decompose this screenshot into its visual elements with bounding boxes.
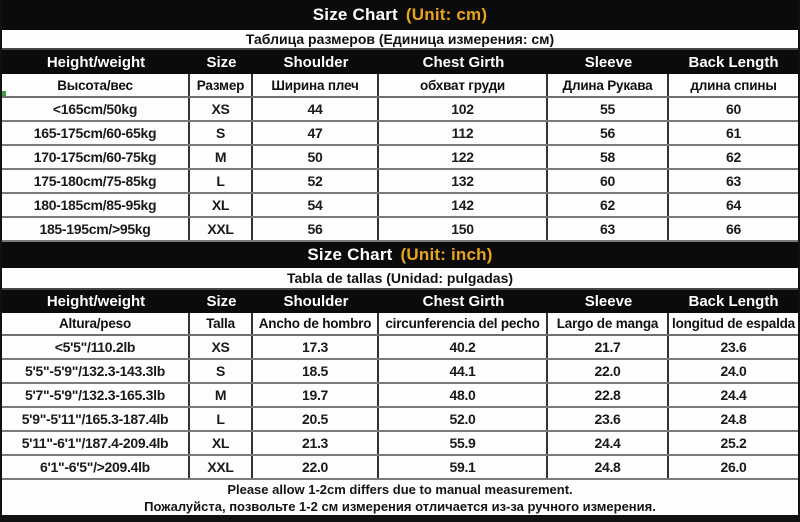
cell-size: S xyxy=(190,360,253,382)
cell-back: 60 xyxy=(726,101,741,117)
cell-height: 170-175cm/60-75kg xyxy=(2,146,190,168)
cell-height: 185-195cm/>95kg xyxy=(2,218,190,240)
inch-col-header-sleeve: Sleeve xyxy=(584,293,633,310)
inch-col-header-size: Size xyxy=(206,293,237,310)
table-row xyxy=(2,194,798,218)
cell-height: 5'9"-5'11"/165.3-187.4lb xyxy=(2,408,190,430)
table-row xyxy=(2,218,798,242)
inch-header-row-en xyxy=(2,290,798,313)
size-chart-cm-subtitle: Таблица размеров (Единица измерения: см) xyxy=(2,30,798,50)
cell-shoulder: 18.5 xyxy=(253,360,379,382)
cell-size: XXL xyxy=(190,218,253,240)
cm-col-header-back-length: Back Length xyxy=(688,53,779,71)
cm-col-header-ru-size: Размер xyxy=(190,74,253,96)
cm-col-header-sleeve: Sleeve xyxy=(584,53,633,71)
cell-height: 180-185cm/85-95kg xyxy=(2,194,190,216)
inch-col-header-es-shoulder: Ancho de hombro xyxy=(253,313,379,334)
cell-sleeve: 62 xyxy=(548,194,669,216)
table-row xyxy=(2,432,798,456)
cell-height: 5'11"-6'1"/187.4-209.4lb xyxy=(2,432,190,454)
cell-back: 23.6 xyxy=(720,339,747,355)
cm-col-header-shoulder: Shoulder xyxy=(283,53,349,71)
cell-chest: 150 xyxy=(379,218,548,240)
cell-sleeve: 63 xyxy=(548,218,669,240)
cell-back: 24.0 xyxy=(720,363,747,379)
size-chart-cm-titlebar xyxy=(2,0,798,30)
cell-chest: 44.1 xyxy=(379,360,548,382)
inch-col-header-height-weight: Height/weight xyxy=(46,293,146,310)
cell-sleeve: 24.8 xyxy=(548,456,669,478)
inch-col-header-es-back: longitud de espalda xyxy=(672,316,795,331)
cm-col-header-ru-back: длина спины xyxy=(690,77,777,93)
cell-shoulder: 22.0 xyxy=(253,456,379,478)
cell-chest: 48.0 xyxy=(379,384,548,406)
table-row xyxy=(2,360,798,384)
cm-col-header-size: Size xyxy=(206,53,237,71)
cell-back: 25.2 xyxy=(720,435,747,451)
cm-col-header-chest-girth: Chest Girth xyxy=(422,53,505,71)
cell-shoulder: 44 xyxy=(253,98,379,120)
cm-col-header-ru-height: Высота/вес xyxy=(2,74,190,96)
cell-chest: 40.2 xyxy=(379,336,548,358)
cell-size: XL xyxy=(190,432,253,454)
cell-sleeve: 22.0 xyxy=(548,360,669,382)
table-row xyxy=(2,122,798,146)
cell-chest: 142 xyxy=(379,194,548,216)
cell-shoulder: 17.3 xyxy=(253,336,379,358)
cell-sleeve: 56 xyxy=(548,122,669,144)
green-artifact-dot xyxy=(2,91,6,96)
cell-chest: 112 xyxy=(379,122,548,144)
cell-size: L xyxy=(190,408,253,430)
cm-col-header-ru-sleeve: Длина Рукава xyxy=(548,74,669,96)
size-chart-cm-title: Size Chart xyxy=(312,5,398,24)
table-row xyxy=(2,146,798,170)
cell-size: M xyxy=(190,384,253,406)
cell-height: 165-175cm/60-65kg xyxy=(2,122,190,144)
cell-sleeve: 21.7 xyxy=(548,336,669,358)
size-chart-inch-section xyxy=(2,242,798,480)
cell-shoulder: 50 xyxy=(253,146,379,168)
cm-col-header-ru-chest: обхват груди xyxy=(379,74,548,96)
cell-back: 26.0 xyxy=(720,459,747,475)
size-chart-cm-unit-label: (Unit: cm) xyxy=(405,5,488,24)
bottom-black-bar xyxy=(2,517,798,522)
cell-shoulder: 52 xyxy=(253,170,379,192)
cell-height: <5'5"/110.2lb xyxy=(2,336,190,358)
cell-sleeve: 55 xyxy=(548,98,669,120)
cm-col-header-ru-shoulder: Ширина плеч xyxy=(253,74,379,96)
inch-col-header-es-size: Talla xyxy=(190,313,253,334)
cell-back: 24.4 xyxy=(720,387,747,403)
cell-shoulder: 21.3 xyxy=(253,432,379,454)
size-chart-inch-titlebar xyxy=(2,242,798,268)
cell-sleeve: 58 xyxy=(548,146,669,168)
cell-size: XS xyxy=(190,336,253,358)
cell-chest: 122 xyxy=(379,146,548,168)
inch-col-header-shoulder: Shoulder xyxy=(283,293,349,310)
cell-back: 62 xyxy=(726,149,741,165)
cell-sleeve: 23.6 xyxy=(548,408,669,430)
table-row xyxy=(2,98,798,122)
cell-chest: 132 xyxy=(379,170,548,192)
cell-shoulder: 47 xyxy=(253,122,379,144)
measurement-note-ru: Пожалуйста, позвольте 1-2 см измерения отличается из-за ручного измерения. xyxy=(144,498,656,514)
inch-col-header-chest-girth: Chest Girth xyxy=(422,293,505,310)
size-chart-inch-subtitle: Tabla de tallas (Unidad: pulgadas) xyxy=(2,268,798,290)
cell-size: M xyxy=(190,146,253,168)
cell-back: 63 xyxy=(726,173,741,189)
size-chart-inch-unit-label: (Unit: inch) xyxy=(400,245,493,264)
cell-chest: 55.9 xyxy=(379,432,548,454)
inch-col-header-es-height: Altura/peso xyxy=(2,313,190,334)
cell-height: 5'7"-5'9"/132.3-165.3lb xyxy=(2,384,190,406)
cell-shoulder: 20.5 xyxy=(253,408,379,430)
cell-height: 175-180cm/75-85kg xyxy=(2,170,190,192)
size-chart-cm-section xyxy=(2,0,798,242)
table-row xyxy=(2,336,798,360)
cell-chest: 102 xyxy=(379,98,548,120)
measurement-note-en: Please allow 1-2cm differs due to manual measurement. xyxy=(227,481,573,497)
table-row xyxy=(2,384,798,408)
cell-sleeve: 60 xyxy=(548,170,669,192)
cm-col-header-height-weight: Height/weight xyxy=(46,53,146,71)
inch-col-header-es-sleeve: Largo de manga xyxy=(548,313,669,334)
cell-sleeve: 24.4 xyxy=(548,432,669,454)
cell-height: <165cm/50kg xyxy=(2,98,190,120)
cell-shoulder: 54 xyxy=(253,194,379,216)
size-chart-inch-title: Size Chart xyxy=(307,245,393,264)
cell-back: 61 xyxy=(726,125,741,141)
cell-chest: 52.0 xyxy=(379,408,548,430)
inch-col-header-es-chest: circunferencia del pecho xyxy=(379,313,548,334)
cell-size: XXL xyxy=(190,456,253,478)
cell-shoulder: 19.7 xyxy=(253,384,379,406)
cell-size: XL xyxy=(190,194,253,216)
cell-back: 64 xyxy=(726,197,741,213)
cell-height: 5'5"-5'9"/132.3-143.3lb xyxy=(2,360,190,382)
cm-header-row-en xyxy=(2,50,798,74)
cell-size: L xyxy=(190,170,253,192)
cm-header-row-ru xyxy=(2,74,798,98)
cell-back: 66 xyxy=(726,221,741,237)
cell-height: 6'1"-6'5"/>209.4lb xyxy=(2,456,190,478)
cell-size: XS xyxy=(190,98,253,120)
inch-header-row-es xyxy=(2,313,798,336)
table-row xyxy=(2,408,798,432)
inch-col-header-back-length: Back Length xyxy=(688,293,779,310)
table-row xyxy=(2,456,798,480)
cell-shoulder: 56 xyxy=(253,218,379,240)
table-row xyxy=(2,170,798,194)
cell-size: S xyxy=(190,122,253,144)
measurement-note xyxy=(2,480,798,517)
cell-chest: 59.1 xyxy=(379,456,548,478)
cell-back: 24.8 xyxy=(720,411,747,427)
cell-sleeve: 22.8 xyxy=(548,384,669,406)
